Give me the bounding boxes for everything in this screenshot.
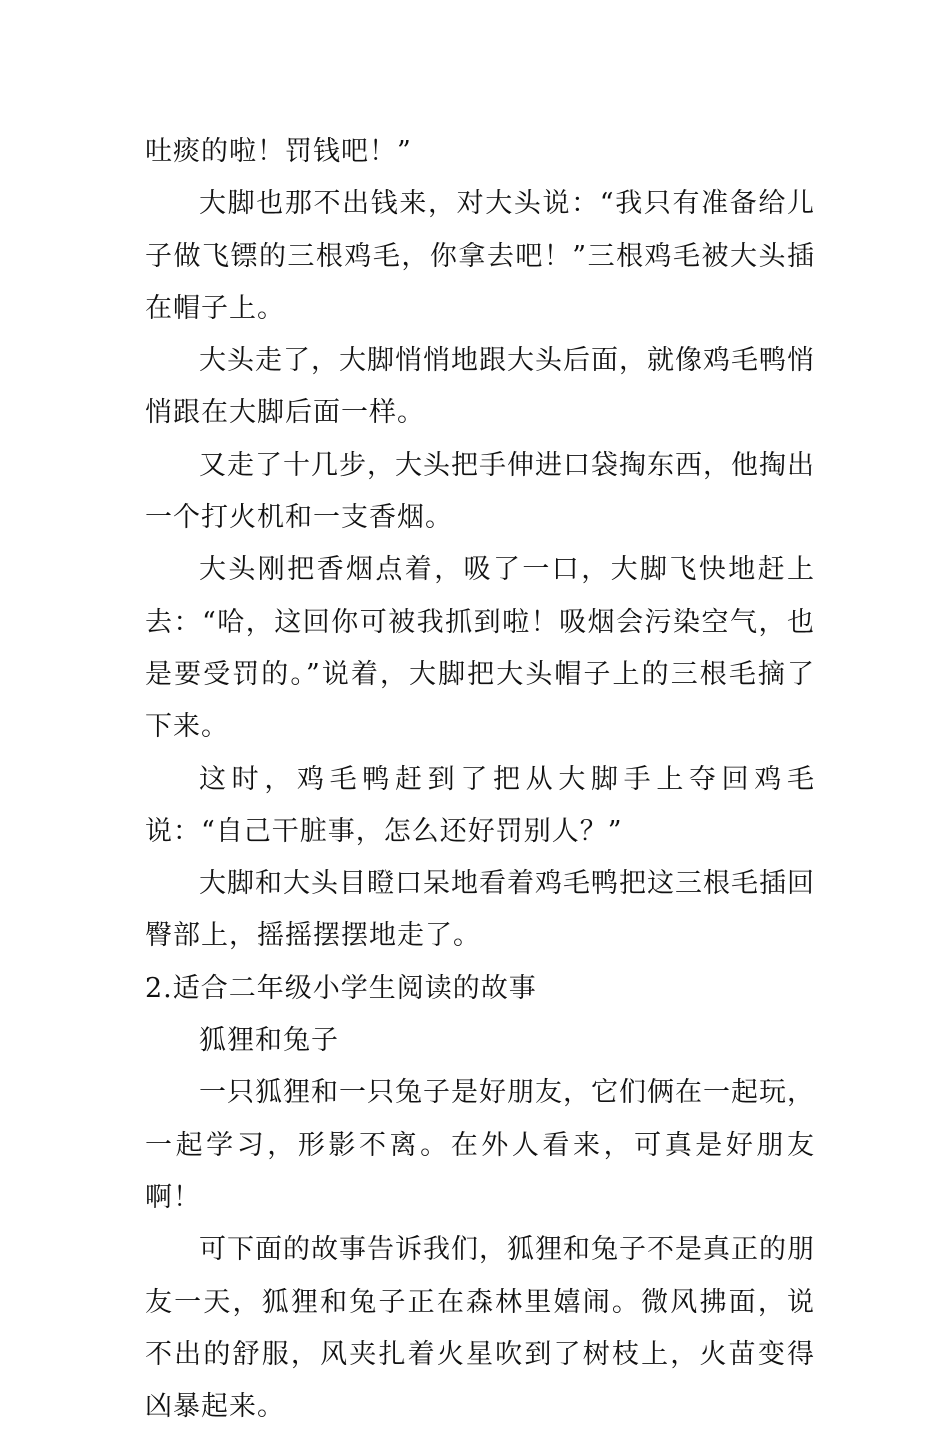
- paragraph-4: 又走了十几步，大头把手伸进口袋掏东西，他掏出一个打火机和一支香烟。: [145, 449, 815, 534]
- paragraph-3: 大头走了，大脚悄悄地跟大头后面，就像鸡毛鸭悄悄跟在大脚后面一样。: [145, 345, 815, 429]
- section-heading: 2.适合二年级小学生阅读的故事: [145, 972, 537, 1004]
- paragraph-5: 大头刚把香烟点着，吸了一口，大脚飞快地赶上去：“哈，这回你可被我抓到啦！吸烟会污染空气，也是要受罚的。”说着，大脚把大头帽子上的三根毛摘了下来。: [145, 554, 815, 743]
- document-body: [145, 126, 815, 1433]
- paragraph-8: 一只狐狸和一只兔子是好朋友，它们俩在一起玩，一起学习，形影不离。在外人看来，可真是好朋友啊！: [145, 1077, 815, 1213]
- paragraph-7: 大脚和大头目瞪口呆地看着鸡毛鸭把这三根毛插回臀部上，摇摇摆摆地走了。: [145, 868, 815, 952]
- paragraph-9: 可下面的故事告诉我们，狐狸和兔子不是真正的朋友一天，狐狸和兔子正在森林里嬉闹。微风拂面，说不出的舒服，风夹扎着火星吹到了树枝上，火苗变得凶暴起来。: [145, 1234, 815, 1423]
- paragraph-2: 大脚也那不出钱来，对大头说：“我只有准备给儿子做飞镖的三根鸡毛，你拿去吧！”三根鸡毛被大头插在帽子上。: [145, 188, 815, 324]
- paragraph-6: 这时，鸡毛鸭赶到了把从大脚手上夺回鸡毛说：“自己干脏事，怎么还好罚别人？”: [145, 763, 815, 847]
- paragraph-1: 吐痰的啦！罚钱吧！”: [145, 136, 412, 167]
- story-title: 狐狸和兔子: [199, 1025, 339, 1057]
